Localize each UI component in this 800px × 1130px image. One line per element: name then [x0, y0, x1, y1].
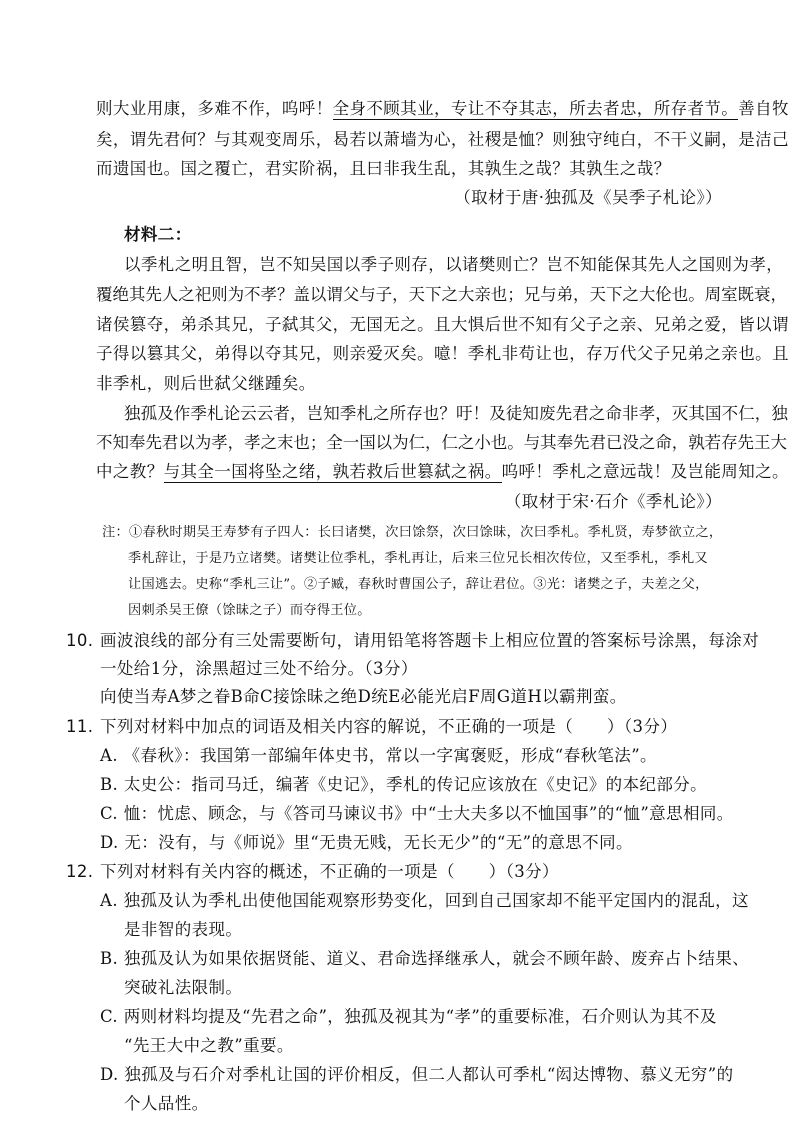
note-line: 让国逃去。史称“季札三让”。②子臧，春秋时曹国公子，辞让君位。③光：诸樊之子，夫差之父， [128, 577, 709, 592]
question-12-option-d[interactable]: D. 独孤及与石介对季札让国的评价相反，但二人都认可季札“闳达博物、慕义无穷”的 [100, 1065, 734, 1084]
question-10-stem: 画波浪线的部分有三处需要断句，请用铅笔将答题卡上相应位置的答案标号涂黑，每涂对 [100, 631, 760, 650]
material2-p1-line: 非季札，则后世弑父继踵矣。 [96, 374, 316, 393]
question-11-stem: 下列对材料中加点的词语及相关内容的解说，不正确的一项是（ ）（3分） [100, 717, 678, 736]
text-segment: 中之教？ [96, 462, 164, 481]
text-segment: 则大业用康，多难不作，呜呼！ [96, 99, 333, 118]
material1-line-3: 而遗国也。国之覆亡，君实阶祸，且曰非我生乱，其孰生之哉？其孰生之哉？ [96, 159, 671, 178]
material2-p2-line-2: 不知奉先君以为孝，孝之末也；全一国以为仁，仁之小也。与其奉先君已没之命，孰若存先王大 [96, 433, 787, 452]
question-12-option-b-cont: 突破礼法限制。 [124, 978, 243, 997]
question-12-option-a-cont: 是非智的表现。 [124, 920, 243, 939]
underlined-sentence: 与其全一国将坠之绪，孰若救后世篡弑之祸。 [163, 462, 502, 481]
question-11-option-c[interactable]: C. 恤：忧虑、顾念，与《答司马谏议书》中“士大夫多以不恤国事”的“恤”意思相同。 [100, 804, 734, 823]
material1-line-2: 矣，谓先君何？与其观变周乐，曷若以萧墙为心，社稷是恤？则独守纯白，不干义嗣，是洁己 [96, 130, 789, 149]
question-12-option-d-cont: 个人品性。 [124, 1094, 209, 1113]
text-segment: 善自牧 [738, 99, 789, 118]
question-11-option-a[interactable]: A. 《春秋》：我国第一部编年体史书，常以一字寓褒贬，形成“春秋笔法”。 [100, 746, 657, 765]
material2-heading: 材料二： [124, 225, 192, 244]
note-line: 因刺杀吴王僚（馀昧之子）而夺得王位。 [128, 603, 371, 618]
material2-p1-line: 诸侯篡夺，弟杀其兄，子弑其父，无国无之。且大惧后世不知有父子之亲、兄弟之爱，皆以谓 [96, 315, 789, 334]
material2-p2-line-1: 独孤及作季札论云云者，岂知季札之所存也？吁！及徒知废先君之命非孝，灭其国不仁，独 [124, 404, 788, 423]
question-12-option-a[interactable]: A. 独孤及认为季札出使他国能观察形势变化，回到自己国家却不能平定国内的混乱，这 [100, 891, 749, 910]
question-11-number: 11. [66, 717, 94, 736]
text-segment: 呜呼！季札之意远哉！及岂能周知之。 [501, 462, 789, 481]
question-10-passage: 向使当寿A梦之眷B命C接馀昧之绝D统E必能光启F周G道H以霸荆蛮。 [100, 687, 627, 706]
question-12-option-b[interactable]: B. 独孤及认为如果依据贤能、道义、君命选择继承人，就会不顾年龄、废弃占卜结果、 [100, 949, 750, 968]
material1-source: （取材于唐·独孤及《吴季子札论》） [454, 188, 722, 207]
material2-p1-line: 以季札之明且智，岂不知吴国以季子则存，以诸樊则亡？岂不知能保其先人之国则为孝， [124, 255, 784, 274]
material2-source: （取材于宋·石介《季札论》） [504, 492, 722, 511]
question-12-stem: 下列对材料有关内容的概述，不正确的一项是（ ）（3分） [100, 862, 559, 881]
note-line: 季札辞让，于是乃立诸樊。诸樊让位季札，季札再让，后来三位兄长相次传位，又至季札，季札又 [128, 551, 708, 566]
question-11-option-b[interactable]: B. 太史公：指司马迁，编著《史记》，季札的传记应该放在《史记》的本纪部分。 [100, 775, 708, 794]
question-12-option-c-cont: “先王大中之教”重要。 [124, 1036, 294, 1055]
question-12-number: 12. [66, 862, 94, 881]
material2-p1-line: 覆绝其先人之祀则为不孝？盖以谓父与子，天下之大亲也；兄与弟，天下之大伦也。周室既衰， [96, 285, 787, 304]
question-11-option-d[interactable]: D. 无：没有，与《师说》里“无贵无贱，无长无少”的“无”的意思不同。 [100, 833, 633, 852]
underlined-sentence: 全身不顾其业，专让不夺其志，所去者忠，所存者节。 [332, 99, 739, 118]
question-12-option-c[interactable]: C. 两则材料均提及“先君之命”，独孤及视其为“孝”的重要标准，石介则认为其不及 [100, 1007, 717, 1026]
material2-p1-line: 子得以篡其父，弟得以夺其兄，则亲爱灭矣。噫！季札非苟让也，存万代父子兄弟之亲也。且 [96, 344, 789, 363]
material2-p2-line-3 [96, 459, 789, 485]
note-line: 注：①春秋时期吴王寿梦有子四人：长曰诸樊，次曰馀祭，次曰馀昧，次曰季札。季札贤，寿梦欲立之， [102, 525, 723, 540]
question-10-number: 10. [66, 631, 94, 650]
material1-line-1 [96, 96, 789, 122]
question-10-stem-cont: 一处给1分，涂黑超过三处不给分。（3分） [100, 659, 418, 678]
